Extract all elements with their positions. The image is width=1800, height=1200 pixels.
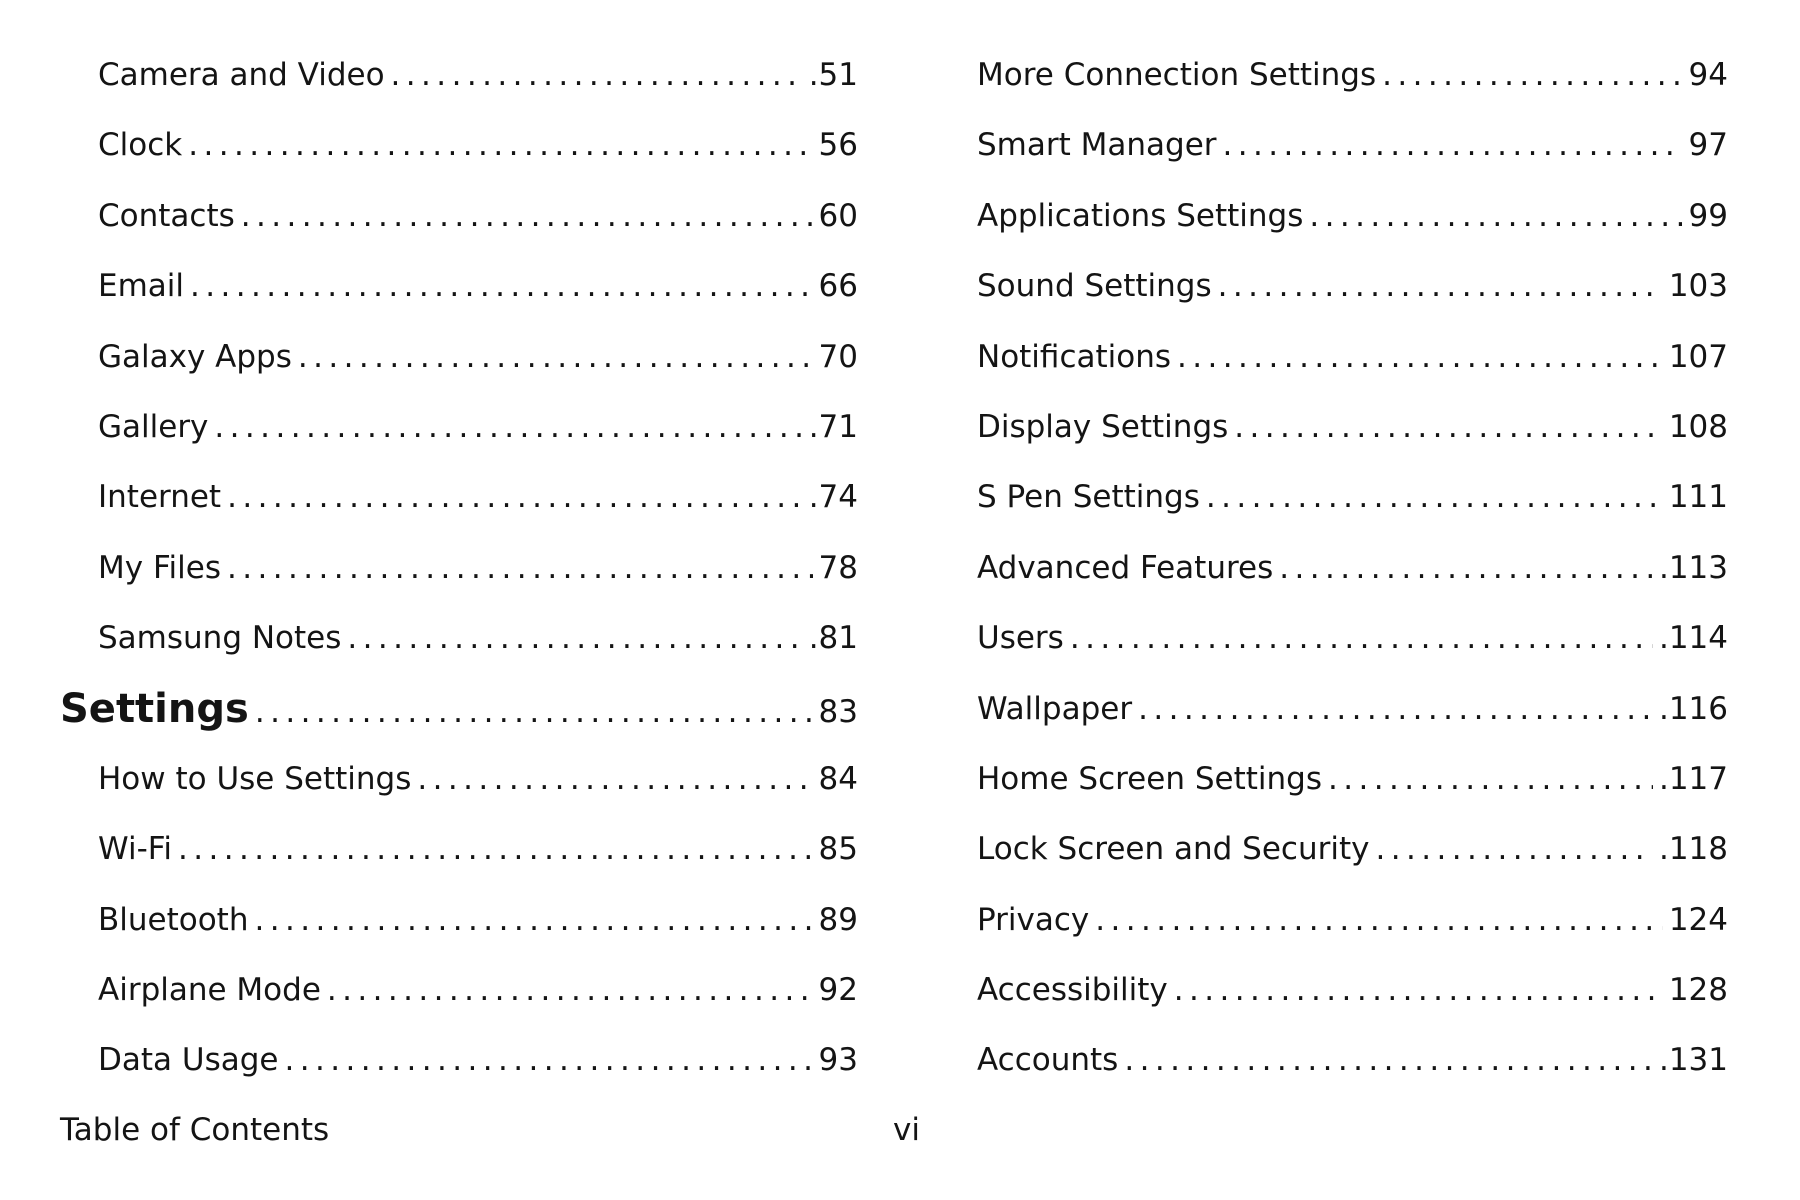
footer-label: Table of Contents: [60, 1112, 330, 1148]
toc-entry[interactable]: [98, 955, 858, 1025]
toc-leader-dots: [1309, 181, 1682, 251]
toc-entry-title: Samsung Notes: [98, 620, 342, 657]
toc-section-entry[interactable]: [60, 674, 858, 744]
toc-leader-dots: [227, 462, 803, 532]
toc-entry-title: My Files: [98, 549, 221, 586]
toc-entry[interactable]: [977, 603, 1728, 673]
toc-entry[interactable]: [98, 603, 858, 673]
toc-entry-page: 89: [818, 901, 858, 938]
toc-leader-dots: [1234, 392, 1663, 462]
toc-entry-page: 93: [818, 1042, 858, 1079]
toc-entry[interactable]: [98, 110, 858, 180]
toc-entry-title: Gallery: [98, 408, 209, 445]
toc-leader-dots: [1375, 814, 1653, 884]
toc-entry-page: 124: [1668, 901, 1728, 938]
toc-entry-title: Lock Screen and Security: [977, 831, 1370, 868]
toc-leader-dots: [1177, 322, 1663, 392]
toc-entry[interactable]: [98, 40, 858, 110]
toc-entry-page: 97: [1688, 127, 1728, 164]
toc-leader-dots: [1206, 462, 1663, 532]
toc-entry[interactable]: [977, 181, 1728, 251]
toc-entry-title: Clock: [98, 127, 183, 164]
toc-entry[interactable]: [977, 955, 1728, 1025]
toc-entry-title: Notifications: [977, 338, 1172, 375]
toc-entry-page: .71: [808, 408, 858, 445]
toc-entry[interactable]: [977, 885, 1728, 955]
toc-leader-dots: [327, 955, 813, 1025]
toc-entry-page: .81: [808, 620, 858, 657]
toc-leader-dots: [417, 744, 812, 814]
toc-entry[interactable]: [98, 533, 858, 603]
toc-entry[interactable]: [977, 322, 1728, 392]
toc-entry-title: Wi-Fi: [98, 831, 172, 868]
toc-entry-title: More Connection Settings: [977, 57, 1377, 93]
toc-entry-page: 92: [818, 972, 858, 1009]
toc-leader-dots: [178, 814, 813, 884]
toc-entry[interactable]: [977, 744, 1728, 814]
toc-entry[interactable]: [98, 462, 858, 532]
toc-entry-title: Accessibility: [977, 972, 1168, 1009]
toc-entry-title: Settings: [60, 685, 249, 732]
toc-leader-dots: [347, 603, 802, 673]
toc-entry-page: 83: [818, 693, 858, 730]
toc-entry-title: Internet: [98, 479, 222, 516]
toc-entry-title: Contacts: [98, 197, 235, 234]
toc-entry-page: .118: [1658, 831, 1728, 868]
toc-entry-page: 103: [1668, 268, 1728, 305]
toc-leader-dots: [1095, 885, 1663, 955]
footer-page-number: vi: [893, 1112, 920, 1148]
toc-leader-dots: [1218, 251, 1663, 321]
toc-entry-title: Smart Manager: [977, 127, 1217, 164]
toc-leader-dots: [190, 251, 813, 321]
toc-entry-page: 70: [818, 338, 858, 375]
toc-entry-title: Camera and Video: [98, 57, 385, 93]
toc-entry-title: Bluetooth: [98, 901, 249, 938]
toc-leader-dots: [391, 40, 803, 110]
toc-entry-title: S Pen Settings: [977, 479, 1200, 516]
toc-leader-dots: [255, 677, 813, 744]
toc-left-column: [60, 40, 858, 1096]
toc-entry[interactable]: [98, 885, 858, 955]
toc-leader-dots: [1328, 744, 1653, 814]
toc-entry[interactable]: [977, 40, 1728, 110]
toc-entry[interactable]: [98, 251, 858, 321]
toc-entry[interactable]: [977, 392, 1728, 462]
toc-entry[interactable]: [977, 462, 1728, 532]
toc-entry-page: .114: [1658, 620, 1728, 657]
toc-entry-page: 85: [818, 831, 858, 868]
toc-entry[interactable]: [977, 251, 1728, 321]
toc-entry-page: 128: [1668, 972, 1728, 1009]
toc-entry-title: Display Settings: [977, 408, 1229, 445]
toc-leader-dots: [255, 885, 813, 955]
toc-leader-dots: [284, 1025, 812, 1095]
toc-entry-title: Galaxy Apps: [98, 338, 292, 375]
toc-entry-page: 111: [1668, 479, 1728, 516]
toc-leader-dots: [1174, 955, 1663, 1025]
toc-entry[interactable]: [977, 674, 1728, 744]
toc-entry-page: .113: [1658, 549, 1728, 586]
toc-entry-page: .131: [1658, 1042, 1728, 1079]
toc-leader-dots: [1382, 40, 1682, 110]
toc-entry-title: Home Screen Settings: [977, 760, 1322, 797]
toc-entry-page: 78: [818, 549, 858, 586]
toc-entry-page: 99: [1688, 197, 1728, 234]
toc-entry[interactable]: [98, 392, 858, 462]
toc-entry-title: Wallpaper: [977, 690, 1133, 727]
toc-leader-dots: [1124, 1025, 1653, 1095]
toc-leader-dots: [1279, 533, 1653, 603]
toc-entry[interactable]: [977, 814, 1728, 884]
toc-entry-page: .74: [808, 479, 858, 516]
toc-entry-page: 107: [1668, 338, 1728, 375]
toc-entry-title: Applications Settings: [977, 197, 1304, 234]
toc-entry-page: 66: [818, 268, 858, 305]
toc-leader-dots: [227, 533, 813, 603]
toc-entry-title: Email: [98, 268, 185, 305]
toc-right-column: [977, 40, 1728, 1096]
toc-leader-dots: [188, 110, 812, 180]
toc-leader-dots: [1070, 603, 1653, 673]
toc-entry-page: .117: [1658, 760, 1728, 797]
toc-leader-dots: [214, 392, 802, 462]
toc-entry-title: Sound Settings: [977, 268, 1212, 305]
toc-entry[interactable]: [977, 1025, 1728, 1095]
toc-leader-dots: [1138, 674, 1653, 744]
toc-entry[interactable]: [98, 181, 858, 251]
toc-entry-title: Advanced Features: [977, 549, 1274, 586]
toc-entry-page: 108: [1668, 408, 1728, 445]
toc-entry[interactable]: [98, 1025, 858, 1095]
toc-entry-title: Data Usage: [98, 1042, 279, 1079]
toc-entry-page: 94: [1688, 57, 1728, 93]
toc-entry-title: Privacy: [977, 901, 1090, 938]
toc-entry-title: Accounts: [977, 1042, 1119, 1079]
toc-entry-title: Airplane Mode: [98, 972, 321, 1009]
toc-leader-dots: [241, 181, 813, 251]
toc-leader-dots: [298, 322, 813, 392]
toc-entry[interactable]: [977, 533, 1728, 603]
toc-entry-page: 56: [818, 127, 858, 164]
toc-entry[interactable]: [98, 744, 858, 814]
toc-entry-page: 60: [818, 197, 858, 234]
toc-entry-page: .116: [1658, 690, 1728, 727]
toc-entry[interactable]: [98, 814, 858, 884]
toc-entry-page: 84: [818, 760, 858, 797]
toc-entry[interactable]: [977, 110, 1728, 180]
toc-entry-title: How to Use Settings: [98, 760, 412, 797]
toc-entry-title: Users: [977, 620, 1064, 657]
toc-leader-dots: [1223, 110, 1683, 180]
toc-entry[interactable]: [98, 322, 858, 392]
toc-entry-page: .51: [808, 57, 858, 93]
